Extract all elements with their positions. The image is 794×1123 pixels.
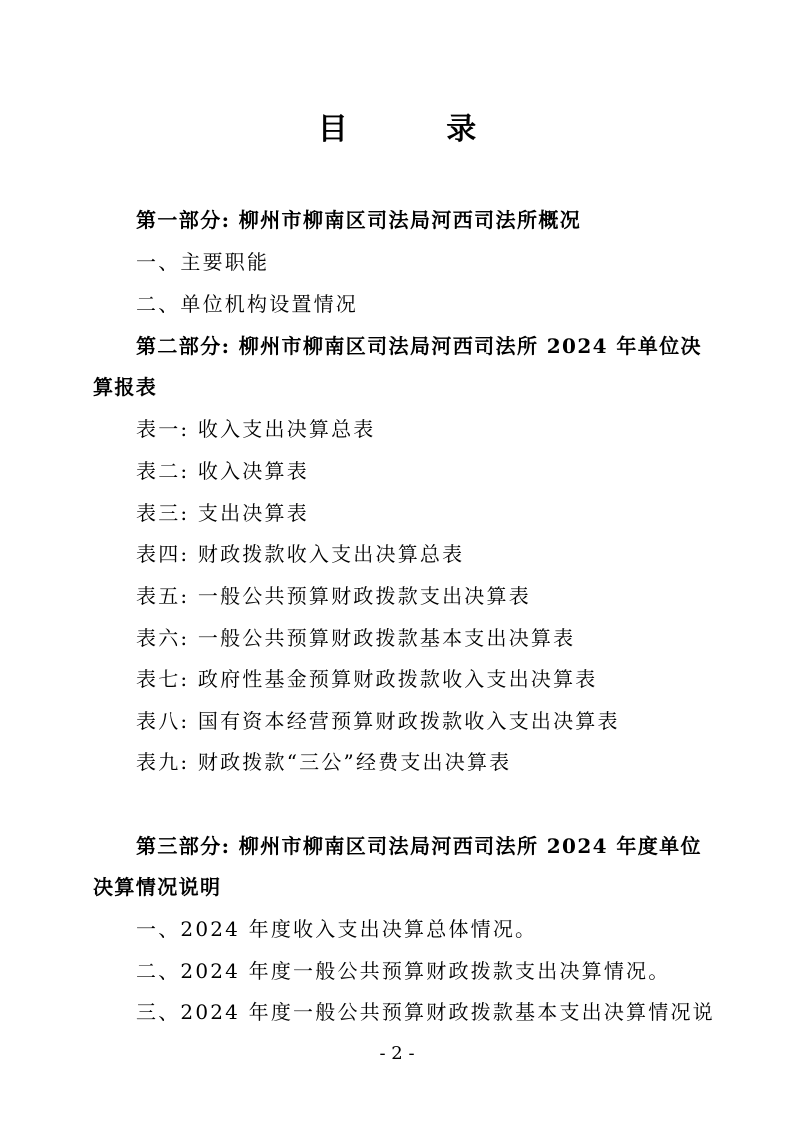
part1-heading: 第一部分: 柳州市柳南区司法局河西司法所概况 (136, 208, 582, 232)
part2-heading-line2: 算报表 (93, 375, 158, 399)
part1-item-2: 二、单位机构设置情况 (136, 292, 358, 316)
part2-heading-line1: 第二部分: 柳州市柳南区司法局河西司法所 2024 年单位决 (136, 334, 702, 358)
page-number: - 2 - (379, 1043, 415, 1064)
part3-heading-line2: 决算情况说明 (93, 875, 222, 899)
part3-item-3: 三、2024 年度一般公共预算财政拨款基本支出决算情况说 (136, 1000, 715, 1024)
toc-table-6: 表六: 一般公共预算财政拨款基本支出决算表 (136, 626, 576, 650)
toc-table-4: 表四: 财政拨款收入支出决算总表 (136, 542, 465, 566)
toc-table-7: 表七: 政府性基金预算财政拨款收入支出决算表 (136, 667, 598, 691)
toc-table-1: 表一: 收入支出决算总表 (136, 417, 376, 441)
toc-table-3: 表三: 支出决算表 (136, 501, 309, 525)
part1-item-1: 一、主要职能 (136, 250, 270, 274)
part3-item-2: 二、2024 年度一般公共预算财政拨款支出决算情况。 (136, 959, 671, 983)
part3-item-1: 一、2024 年度收入支出决算总体情况。 (136, 917, 538, 941)
part3-heading-line1: 第三部分: 柳州市柳南区司法局河西司法所 2024 年度单位 (136, 834, 702, 858)
toc-table-8: 表八: 国有资本经营预算财政拨款收入支出决算表 (136, 709, 620, 733)
toc-table-2: 表二: 收入决算表 (136, 459, 309, 483)
toc-table-5: 表五: 一般公共预算财政拨款支出决算表 (136, 584, 531, 608)
page-title: 目 录 (317, 112, 521, 147)
toc-table-9: 表九: 财政拨款“三公”经费支出决算表 (136, 750, 512, 774)
